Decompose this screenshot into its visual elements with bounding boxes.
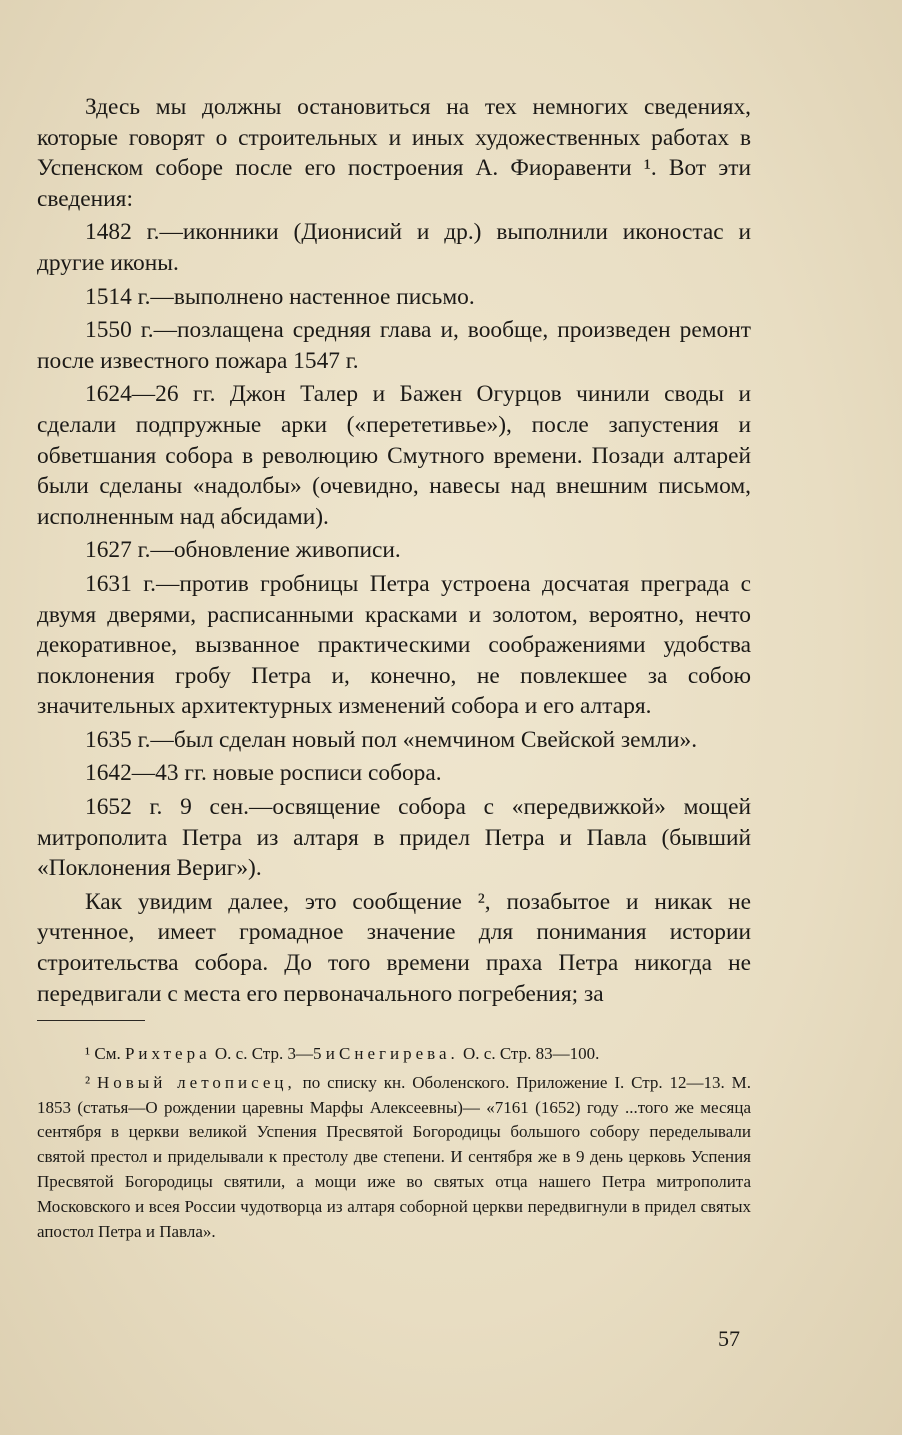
footnote-2 — [37, 1071, 751, 1245]
footnote-2-text: по списку кн. Оболенского. Приложение I. Стр. 12—13. М. 1853 (статья—О рождении царевны Марфы Алексеевны)— «7161 (1652) году ...того же месяца сентября в церкви великой Успения Пресвятой Богородицы большого собору переделывали святой престол и приделывали к престолу две степени. И сентября же в 9 день церковь Успения Пресвятой Богородицы святили, а мощи иже во святых отца нашего Петра митрополита Московского и всея России чудотворца из алтаря соборной церкви передвигнули в придел святых апостол Петра и Павла». — [37, 1072, 751, 1241]
paragraph-1631: 1631 г.—против гробницы Петра устроена досчатая преграда с двумя дверями, расписанными красками и золотом, вероятно, нечто декоративное, вызванное практическими соображениями удобства поклонения гробу Петра и, конечно, не повлекшее за собою значительных архитектурных изменений собора и его алтаря. — [37, 570, 751, 720]
paragraph-1550: 1550 г.—позлащена средняя глава и, вообще, произведен ремонт после известного пожара 1547 г. — [37, 317, 751, 374]
footnotes — [37, 1042, 751, 1244]
footnote-1-prefix: См. — [94, 1044, 121, 1063]
paragraph-1624: 1624—26 гг. Джон Талер и Бажен Огурцов чинили своды и сделали подпружные арки («перететивье»), после запустения и обветшания собора в революцию Смутного времени. Позади алтарей были сделаны «надолбы» (очевидно, навесы над внешним письмом, исполненным над абсидами). — [37, 381, 751, 530]
page-number: 57 — [718, 1326, 740, 1351]
footnote-1-middle: О. с. Стр. 3—5 и — [214, 1044, 335, 1063]
footnote-1-suffix: О. с. Стр. 83—100. — [463, 1044, 600, 1063]
paragraph-1642: 1642—43 гг. новые росписи собора. — [85, 760, 442, 787]
paragraph-conclusion: Как увидим далее, это сообщение ², позабытое и никак не учтенное, имеет громадное значение для понимания истории строительства собора. До того времени праха Петра никогда не передвигали с места его первоначального погребения; за — [37, 888, 751, 1007]
footnote-divider — [37, 1020, 145, 1021]
footnote-1 — [37, 1042, 751, 1067]
paragraph-1652: 1652 г. 9 сен.—освящение собора с «передвижкой» мощей митрополита Петра из алтаря в придел Петра и Павла (бывший «Поклонения Вериг»). — [37, 794, 751, 882]
footnote-2-mark: ² — [85, 1072, 91, 1092]
paragraph-1514: 1514 г.—выполнено настенное письмо. — [85, 283, 475, 310]
footnote-1-author-snegirev: Снегирева. — [339, 1044, 459, 1063]
footnote-1-mark: ¹ — [85, 1044, 91, 1063]
footnote-1-author-richter: Рихтера — [124, 1044, 211, 1063]
paragraph-intro: Здесь мы должны остановиться на тех немногих сведениях, которые говорят о строительных и иных художественных работах в Успенском соборе после его построения А. Фиоравенти ¹. Вот эти сведения: — [37, 94, 751, 212]
paragraph-1482: 1482 г.—иконники (Дионисий и др.) выполнили иконостас и другие иконы. — [37, 219, 751, 276]
paragraph-1627: 1627 г.—обновление живописи. — [85, 537, 401, 564]
footnote-2-title: Новый летописец, — [96, 1072, 296, 1092]
paragraph-1635: 1635 г.—был сделан новый пол «немчином Свейской земли». — [85, 726, 698, 753]
main-text — [37, 92, 751, 1009]
